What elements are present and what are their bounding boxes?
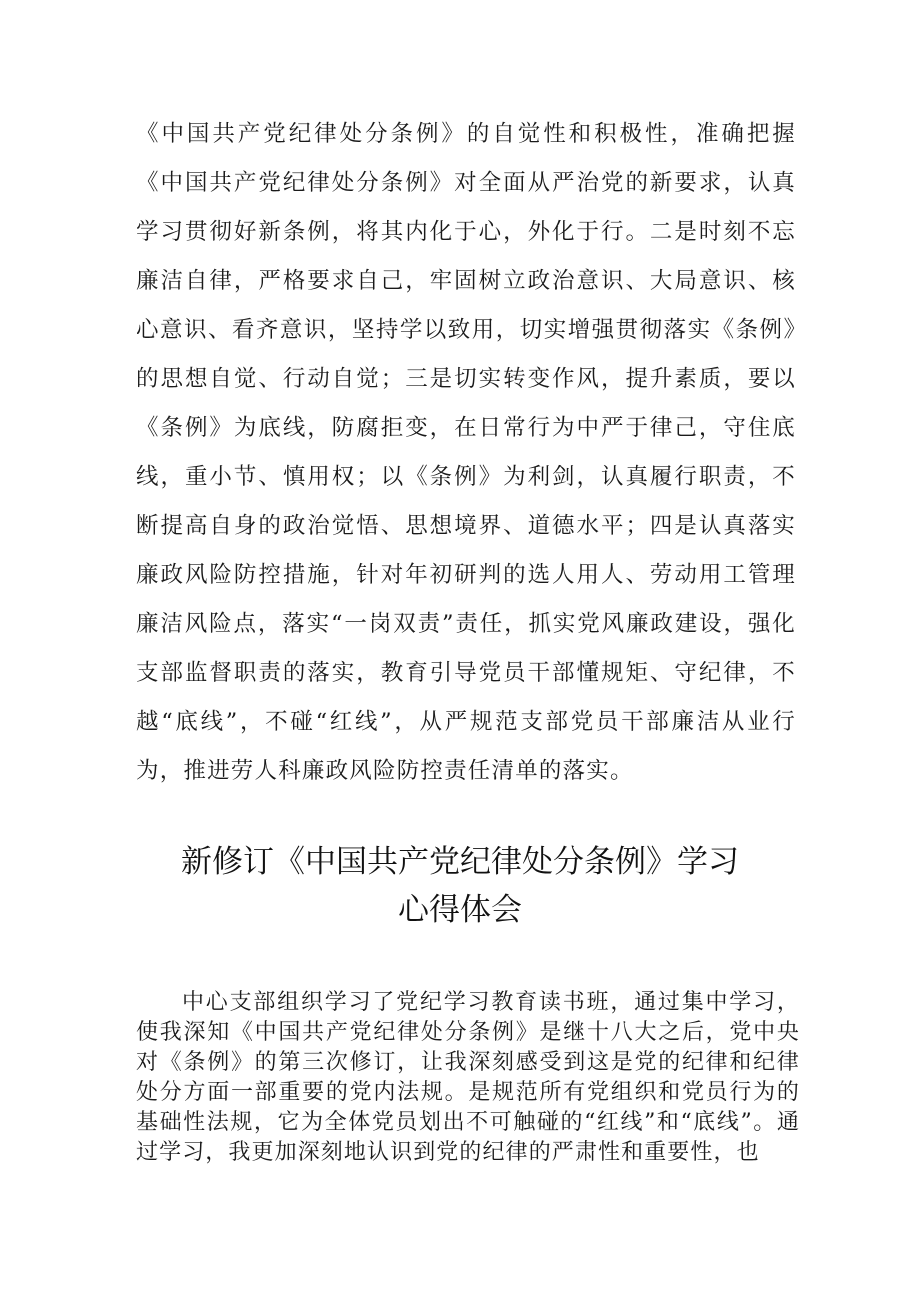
article-title	[100, 838, 820, 934]
article-title-line-1: 新修订《中国共产党纪律处分条例》学习	[181, 844, 739, 880]
body-paragraph-top: 《中国共产党纪律处分条例》的自觉性和积极性，准确把握《中国共产党纪律处分条例》对全面从严治党的新要求，认真学习贯彻好新条例，将其内化于心，外化于行。二是时刻不忘廉洁自律，严格要求自己，牢固树立政治意识、大局意识、核心意识、看齐意识，坚持学以致用，切实增强贯彻落实《条例》的思想自觉、行动自觉；三是切实转变作风，提升素质，要以《条例》为底线，防腐拒变，在日常行为中严于律己，守住底线，重小节、慎用权；以《条例》为利剑，认真履行职责，不断提高自身的政治觉悟、思想境界、道德水平；四是认真落实廉政风险防控措施，针对年初研判的选人用人、劳动用工管理廉洁风险点，落实“一岗双责”责任，抓实党风廉政建设，强化支部监督职责的落实，教育引导党员干部懂规矩、守纪律，不越“底线”，不碰“红线”，从严规范支部党员干部廉洁从业行为，推进劳人科廉政风险防控责任清单的落实。	[136, 121, 796, 784]
article-title-line-2: 心得体会	[398, 892, 522, 928]
body-paragraph-bottom: 中心支部组织学习了党纪学习教育读书班，通过集中学习，使我深知《中国共产党纪律处分条例》是继十八大之后，党中央对《条例》的第三次修订，让我深刻感受到这是党的纪律和纪律处分方面一部重要的党内法规。是规范所有党组织和党员行为的基础性法规，它为全体党员划出不可触碰的“红线”和“底线”。通过学习，我更加深刻地认识到党的纪律的严肃性和重要性，也	[136, 990, 800, 1165]
